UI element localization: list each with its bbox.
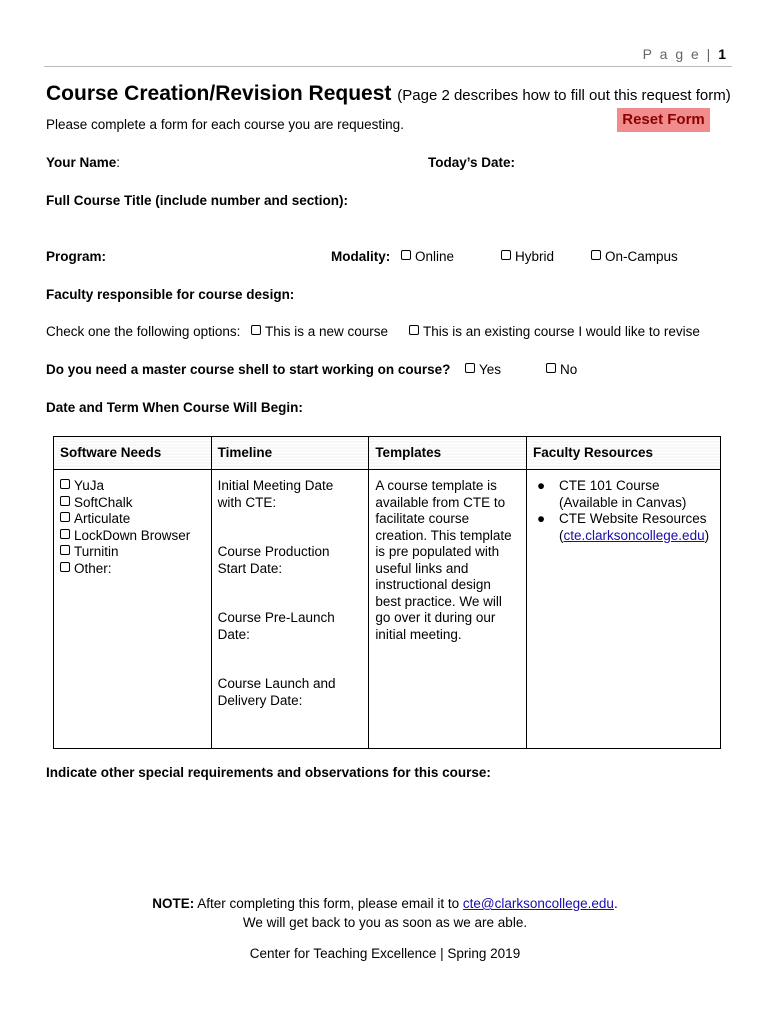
form-title — [46, 82, 731, 106]
master-shell-yes-checkbox[interactable] — [465, 362, 501, 377]
existing-course-checkbox[interactable] — [409, 324, 700, 339]
check-one-label: Check one the following options: — [46, 324, 241, 339]
modality-online-label: Online — [415, 249, 455, 264]
new-course-checkbox[interactable] — [251, 324, 388, 339]
software-turnitin-checkbox[interactable] — [60, 544, 205, 561]
modality-hybrid-label: Hybrid — [515, 249, 555, 264]
special-requirements-field[interactable]: Indicate other special requirements and observations for this course: — [46, 765, 491, 780]
resource-detail: (Available in Canvas) — [559, 494, 687, 510]
note-period: . — [613, 896, 618, 911]
checkbox-icon — [401, 250, 411, 260]
note-label: NOTE: — [152, 896, 195, 911]
header-templates: Templates — [369, 437, 527, 470]
timeline-label: Course Pre-Launch — [217, 610, 335, 625]
checkbox-icon — [465, 363, 475, 373]
faculty-field[interactable]: Faculty responsible for course design: — [46, 287, 295, 302]
course-needs-table — [53, 436, 721, 749]
software-softchalk-checkbox[interactable] — [60, 495, 205, 512]
software-label: SoftChalk — [74, 494, 133, 510]
templates-text-line: A course template is — [375, 478, 497, 493]
cte-website-link[interactable]: cte.clarksoncollege.edu — [563, 527, 705, 543]
checkbox-icon — [409, 325, 419, 335]
page-number — [643, 46, 728, 62]
timeline-cell — [211, 470, 369, 749]
templates-text-line: facilitate course — [375, 511, 470, 526]
page-number-value: 1 — [718, 46, 728, 62]
note-text: After completing this form, please email it to — [197, 896, 460, 911]
your-name-label: Your Name — [46, 155, 117, 170]
timeline-label: Initial Meeting Date — [217, 478, 334, 493]
course-launch-delivery-date-field[interactable] — [218, 676, 363, 709]
faculty-resources-cell — [527, 470, 721, 749]
templates-text-line: is pre populated with — [375, 544, 500, 559]
table-header-row — [54, 437, 721, 470]
master-shell-label: Do you need a master course shell to start working on course? — [46, 362, 451, 377]
bullet-icon: ● — [537, 511, 546, 526]
todays-date-field[interactable]: Today’s Date: — [428, 155, 516, 170]
software-label: YuJa — [74, 478, 105, 493]
master-shell-no-label: No — [560, 362, 578, 377]
master-shell-yes-label: Yes — [479, 362, 502, 377]
templates-text-line: initial meeting. — [375, 626, 462, 642]
course-production-start-date-field[interactable] — [218, 544, 363, 577]
timeline-label: Delivery Date: — [217, 692, 303, 708]
templates-text-line: instructional design — [375, 577, 491, 592]
templates-text-line: available from CTE to — [375, 494, 506, 510]
page-label: P a g e | — [642, 46, 713, 62]
list-item — [533, 478, 714, 511]
full-course-title-field[interactable]: Full Course Title (include number and section): — [46, 193, 349, 208]
header-software-needs: Software Needs — [54, 437, 212, 470]
master-shell-no-checkbox[interactable] — [546, 362, 577, 377]
checkbox-icon — [60, 529, 70, 539]
modality-hybrid-checkbox[interactable] — [501, 249, 554, 264]
software-label: LockDown Browser — [74, 527, 191, 543]
templates-text-line: go over it during our — [375, 610, 496, 625]
software-other-checkbox[interactable] — [60, 561, 205, 578]
note-line-2: We will get back to you as soon as we are able. — [242, 915, 528, 930]
reset-form-button[interactable]: Reset Form — [617, 108, 710, 132]
header-faculty-resources: Faculty Resources — [527, 437, 721, 470]
checkbox-icon — [60, 545, 70, 555]
initial-meeting-date-field[interactable] — [218, 478, 363, 511]
software-needs-cell — [54, 470, 212, 749]
new-course-label: This is a new course — [265, 324, 389, 339]
checkbox-icon — [546, 363, 556, 373]
checkbox-icon — [60, 562, 70, 572]
course-pre-launch-date-field[interactable] — [218, 610, 363, 643]
software-yuja-checkbox[interactable] — [60, 478, 205, 495]
modality-label: Modality: — [331, 249, 391, 264]
timeline-label: with CTE: — [217, 494, 277, 510]
note-line — [0, 896, 770, 911]
paren-open: ( — [559, 527, 564, 543]
software-articulate-checkbox[interactable] — [60, 511, 205, 528]
checkbox-icon — [501, 250, 511, 260]
resource-title: CTE 101 Course — [559, 478, 660, 493]
header-divider — [44, 66, 732, 67]
form-title-text: Course Creation/Revision Request — [46, 82, 392, 105]
modality-on-campus-label: On-Campus — [605, 249, 678, 264]
timeline-label: Course Production — [217, 544, 330, 559]
templates-text-line: best practice. We will — [375, 593, 502, 609]
timeline-label: Course Launch and — [217, 676, 336, 691]
existing-course-label: This is an existing course I would like to revise — [423, 324, 700, 339]
footer-center-line: Center for Teaching Excellence | Spring 2019 — [249, 946, 521, 961]
paren-close: ) — [704, 527, 710, 543]
templates-text-line: creation. This template — [375, 527, 512, 543]
resource-title: CTE Website Resources — [559, 511, 707, 526]
timeline-label: Start Date: — [217, 560, 283, 576]
checkbox-icon — [591, 250, 601, 260]
templates-text-line: useful links and — [375, 560, 469, 576]
program-field[interactable]: Program: — [46, 249, 107, 264]
bullet-icon: ● — [537, 478, 546, 493]
form-title-note: (Page 2 describes how to fill out this request form) — [397, 87, 731, 104]
checkbox-icon — [251, 325, 261, 335]
checkbox-icon — [60, 479, 70, 489]
your-name-field[interactable] — [46, 155, 120, 170]
software-label: Other: — [74, 560, 112, 576]
header-timeline: Timeline — [211, 437, 369, 470]
timeline-label: Date: — [217, 626, 250, 642]
templates-cell — [369, 470, 527, 749]
checkbox-icon — [60, 496, 70, 506]
instructions: Please complete a form for each course you are requesting. — [46, 117, 404, 132]
date-term-field[interactable]: Date and Term When Course Will Begin: — [46, 400, 303, 415]
modality-online-checkbox[interactable] — [401, 249, 454, 264]
cte-email-link[interactable]: cte@clarksoncollege.edu — [462, 896, 614, 911]
checkbox-icon — [60, 512, 70, 522]
table-row — [54, 470, 721, 749]
modality-on-campus-checkbox[interactable] — [591, 249, 678, 264]
list-item — [533, 511, 714, 544]
software-label: Articulate — [74, 511, 131, 526]
software-label: Turnitin — [74, 544, 119, 559]
software-lockdown-browser-checkbox[interactable] — [60, 528, 205, 545]
your-name-colon: : — [116, 155, 121, 170]
